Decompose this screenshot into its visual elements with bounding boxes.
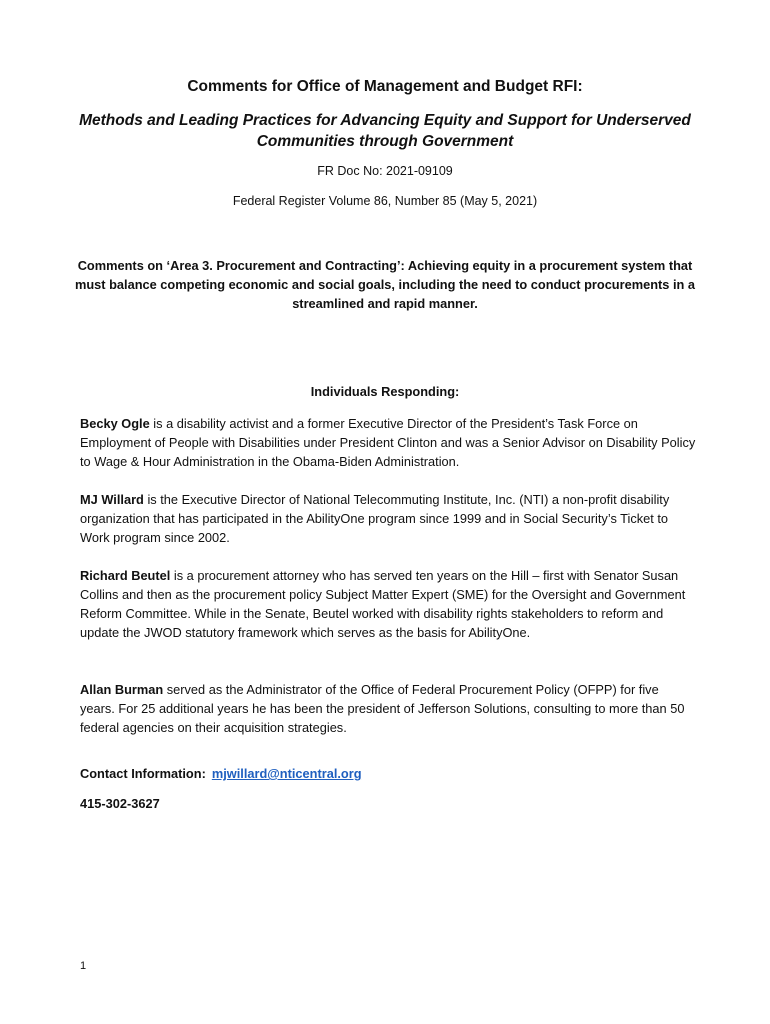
respondents-heading: Individuals Responding: [310,384,460,399]
contact-information [80,766,362,781]
respondent-name: MJ Willard [80,492,144,507]
respondent-description: served as the Administrator of the Office of Federal Procurement Policy (OFPP) for five years. For 25 additional years he has been the president of Jefferson Solutions, consulting to more than 50 federal agencies on their acquisition strategies. [80,682,685,735]
contact-phone: 415-302-3627 [80,796,160,811]
respondent-description: is a procurement attorney who has served ten years on the Hill – first with Senator Susan Collins and then as the procurement policy Subject Matter Expert (SME) for the Oversight and Government Reform Committee. While in the Senate, Beutel worked with disability rights stakeholders to reform and update the JWOD statutory framework which serves as the basis for AbilityOne. [80,568,686,640]
subtitle-line-2: Communities through Government [256,133,514,150]
contact-email-link[interactable]: mjwillard@nticentral.org [211,766,362,781]
respondent-bio [80,680,696,737]
document-subtitle [60,110,710,152]
respondent-name: Richard Beutel [80,568,171,583]
respondent-bio [80,414,696,471]
respondent-name: Allan Burman [80,682,164,697]
area-comment-heading: Comments on ‘Area 3. Procurement and Contracting’: Achieving equity in a procurement system that must balance competing economic and social goals, including the need to conduct procurements in a streamlined and rapid manner. [74,258,696,311]
page-number: 1 [80,960,87,972]
respondent-description: is the Executive Director of National Telecommuting Institute, Inc. (NTI) a non-profit disability organization that has participated in the AbilityOne program since 1999 and in Social Security’s Ticket to Work program since 2002. [80,492,670,545]
respondent-name: Becky Ogle [80,416,150,431]
respondent-description: is a disability activist and a former Executive Director of the President’s Task Force on Employment of People with Disabilities under President Clinton and was a Senior Advisor on Disability Policy to Wage & Hour Administration in the Obama-Biden Administration. [80,416,696,469]
federal-register-citation: Federal Register Volume 86, Number 85 (May 5, 2021) [232,194,538,208]
respondent-bio [80,490,696,547]
document-title: Comments for Office of Management and Budget RFI: [187,78,583,95]
respondent-bio [80,566,696,642]
fr-doc-number: FR Doc No: 2021-09109 [317,164,453,178]
contact-label: Contact Information: [80,766,206,781]
subtitle-line-1: Methods and Leading Practices for Advancing Equity and Support for Underserved [79,112,691,129]
